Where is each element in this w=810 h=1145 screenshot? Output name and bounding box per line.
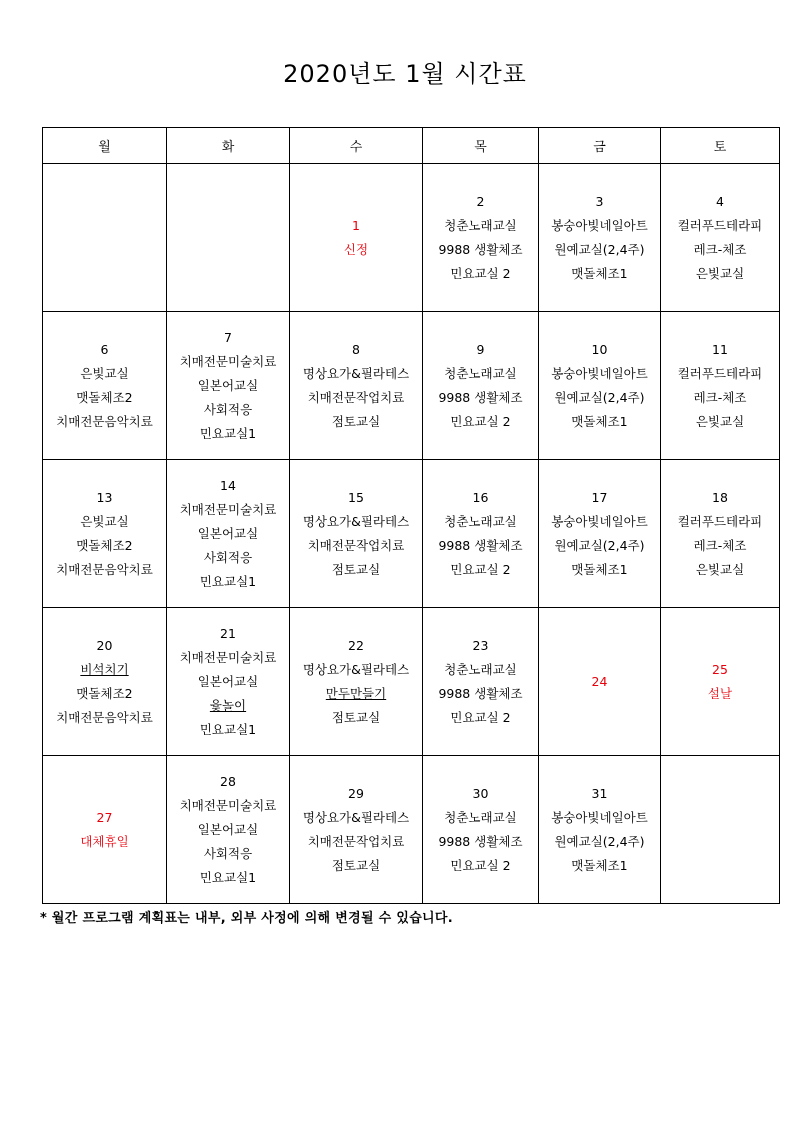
day-cell-fri [539,460,661,608]
day-number: 28 [220,773,236,789]
program-item: 신정 [343,241,369,257]
day-cell-tue [167,460,290,608]
program-item: 치매전문작업치료 [307,537,405,553]
program-item: 민요교실 2 [450,709,511,725]
program-item: 은빛교실 [695,265,745,281]
program-item: 민요교실1 [199,869,257,885]
day-cell-wed [290,608,423,756]
day-content [661,338,779,434]
day-content [290,214,422,262]
program-item: 레크-체조 [693,537,747,553]
day-cell-tue [167,756,290,904]
day-number: 13 [96,489,113,505]
program-item: 일본어교실 [197,821,259,837]
day-number: 9 [476,341,485,357]
program-item: 맷돌체조2 [76,389,133,405]
day-content [661,658,779,706]
day-number: 15 [348,489,364,505]
program-item: 명상요가&필라테스 [302,365,410,381]
program-item: 은빛교실 [695,561,745,577]
program-item: 사회적응 [203,845,253,861]
program-item: 은빛교실 [695,413,745,429]
day-content [43,486,166,582]
day-content [539,190,660,286]
day-number: 25 [712,661,728,677]
week-row [43,608,780,756]
program-item: 만두만들기 [325,685,387,701]
calendar-body [43,164,780,904]
day-content [43,338,166,434]
day-content [423,782,538,878]
day-cell-tue [167,312,290,460]
weekday-header-row [43,128,780,164]
day-content [661,190,779,286]
day-cell-mon [43,608,167,756]
program-item: 민요교실1 [199,425,257,441]
day-cell-mon [43,164,167,312]
program-item: 윷놀이 [209,697,247,713]
day-number: 6 [100,341,109,357]
day-cell-sat [661,164,780,312]
day-content [290,486,422,582]
program-item: 민요교실1 [199,573,257,589]
day-number: 24 [591,673,608,689]
schedule-table [42,127,780,904]
day-number: 23 [472,637,489,653]
day-cell-fri [539,312,661,460]
program-item: 설날 [707,685,733,701]
program-item: 맷돌체조1 [571,265,628,281]
program-item: 9988 생활체조 [438,389,523,405]
day-number: 4 [716,193,724,209]
program-item: 맷돌체조1 [571,857,628,873]
program-item: 명상요가&필라테스 [302,809,410,825]
day-content [167,474,289,594]
day-number: 18 [712,489,728,505]
program-item: 청춘노래교실 [444,365,517,381]
program-item: 컬러푸드테라피 [677,217,763,233]
footnote: * 월간 프로그램 계획표는 내부, 외부 사정에 의해 변경될 수 있습니다. [40,911,453,926]
program-item: 일본어교실 [197,525,259,541]
program-item: 치매전문음악치료 [56,561,153,577]
day-content [167,622,289,742]
day-cell-thu [423,312,539,460]
program-item: 명상요가&필라테스 [302,661,410,677]
day-number: 2 [476,193,485,209]
day-number: 8 [352,341,360,357]
day-cell-mon [43,756,167,904]
day-cell-fri [539,608,661,756]
page-title: 2020년도 1월 시간표 [283,60,527,88]
program-item: 청춘노래교실 [444,217,517,233]
program-item: 봉숭아빛네일아트 [551,365,648,381]
day-number: 1 [352,217,360,233]
day-cell-wed [290,460,423,608]
day-content [423,190,538,286]
program-item: 사회적응 [203,549,253,565]
day-number: 20 [96,637,113,653]
day-content [423,486,538,582]
program-item: 컬러푸드테라피 [677,365,763,381]
program-item: 명상요가&필라테스 [302,513,410,529]
day-cell-mon [43,460,167,608]
program-item: 은빛교실 [80,365,129,381]
day-cell-fri [539,164,661,312]
program-item: 민요교실 2 [450,265,511,281]
program-item: 점토교실 [331,709,381,725]
day-number: 27 [96,809,113,825]
program-item: 원예교실(2,4주) [554,833,645,849]
day-number: 21 [220,625,236,641]
day-cell-sat [661,312,780,460]
program-item: 치매전문미술치료 [179,501,277,517]
day-cell-thu [423,460,539,608]
day-number: 10 [591,341,608,357]
day-number: 3 [595,193,604,209]
week-row [43,312,780,460]
day-cell-mon [43,312,167,460]
day-content [661,486,779,582]
day-cell-wed [290,312,423,460]
week-row [43,460,780,608]
program-item: 청춘노래교실 [444,513,517,529]
day-number: 14 [220,477,236,493]
program-item: 사회적응 [203,401,253,417]
program-item: 맷돌체조2 [76,537,133,553]
weekday-header-wed: 수 [290,128,423,164]
program-item: 봉숭아빛네일아트 [551,217,648,233]
program-item: 치매전문작업치료 [307,389,405,405]
program-item: 점토교실 [331,857,381,873]
day-content [423,634,538,730]
day-cell-thu [423,164,539,312]
day-cell-sat [661,460,780,608]
day-content [539,670,660,694]
program-item: 맷돌체조1 [571,413,628,429]
day-number: 17 [591,489,608,505]
program-item: 레크-체조 [693,241,747,257]
program-item: 대체휴일 [80,833,129,849]
week-row [43,756,780,904]
day-cell-wed [290,756,423,904]
program-item: 봉숭아빛네일아트 [551,809,648,825]
program-item: 컬러푸드테라피 [677,513,763,529]
day-content [539,486,660,582]
day-content [539,782,660,878]
program-item: 민요교실 2 [450,857,511,873]
program-item: 원예교실(2,4주) [554,389,645,405]
program-item: 비석치기 [80,661,129,677]
program-item: 치매전문음악치료 [56,709,153,725]
program-item: 9988 생활체조 [438,685,523,701]
day-number: 30 [472,785,489,801]
program-item: 레크-체조 [693,389,747,405]
day-cell-tue [167,164,290,312]
day-content [43,634,166,730]
day-cell-sat [661,608,780,756]
day-cell-wed [290,164,423,312]
program-item: 9988 생활체조 [438,537,523,553]
weekday-header-fri: 금 [539,128,661,164]
program-item: 민요교실 2 [450,561,511,577]
day-content [290,634,422,730]
weekday-header-mon: 월 [43,128,167,164]
day-cell-tue [167,608,290,756]
program-item: 봉숭아빛네일아트 [551,513,648,529]
program-item: 청춘노래교실 [444,661,517,677]
program-item: 일본어교실 [197,673,259,689]
day-content [167,770,289,890]
program-item: 원예교실(2,4주) [554,537,645,553]
day-number: 31 [591,785,608,801]
program-item: 민요교실 2 [450,413,511,429]
weekday-header-thu: 목 [423,128,539,164]
day-cell-fri [539,756,661,904]
program-item: 은빛교실 [80,513,129,529]
program-item: 일본어교실 [197,377,259,393]
day-content [290,782,422,878]
program-item: 치매전문작업치료 [307,833,405,849]
program-item: 9988 생활체조 [438,241,523,257]
weekday-header-tue: 화 [167,128,290,164]
day-cell-thu [423,756,539,904]
program-item: 민요교실1 [199,721,257,737]
weekday-header-sat: 토 [661,128,780,164]
program-item: 치매전문미술치료 [179,797,277,813]
program-item: 청춘노래교실 [444,809,517,825]
day-content [423,338,538,434]
day-number: 22 [348,637,364,653]
program-item: 점토교실 [331,561,381,577]
program-item: 맷돌체조2 [76,685,133,701]
program-item: 점토교실 [331,413,381,429]
day-content [290,338,422,434]
program-item: 맷돌체조1 [571,561,628,577]
day-number: 7 [224,329,232,345]
day-content [43,806,166,854]
program-item: 원예교실(2,4주) [554,241,645,257]
day-cell-sat [661,756,780,904]
program-item: 치매전문미술치료 [179,649,277,665]
day-number: 16 [472,489,489,505]
program-item: 치매전문미술치료 [179,353,277,369]
program-item: 치매전문음악치료 [56,413,153,429]
day-cell-thu [423,608,539,756]
day-content [539,338,660,434]
day-number: 29 [348,785,364,801]
day-content [167,326,289,446]
week-row [43,164,780,312]
day-number: 11 [712,341,728,357]
program-item: 9988 생활체조 [438,833,523,849]
